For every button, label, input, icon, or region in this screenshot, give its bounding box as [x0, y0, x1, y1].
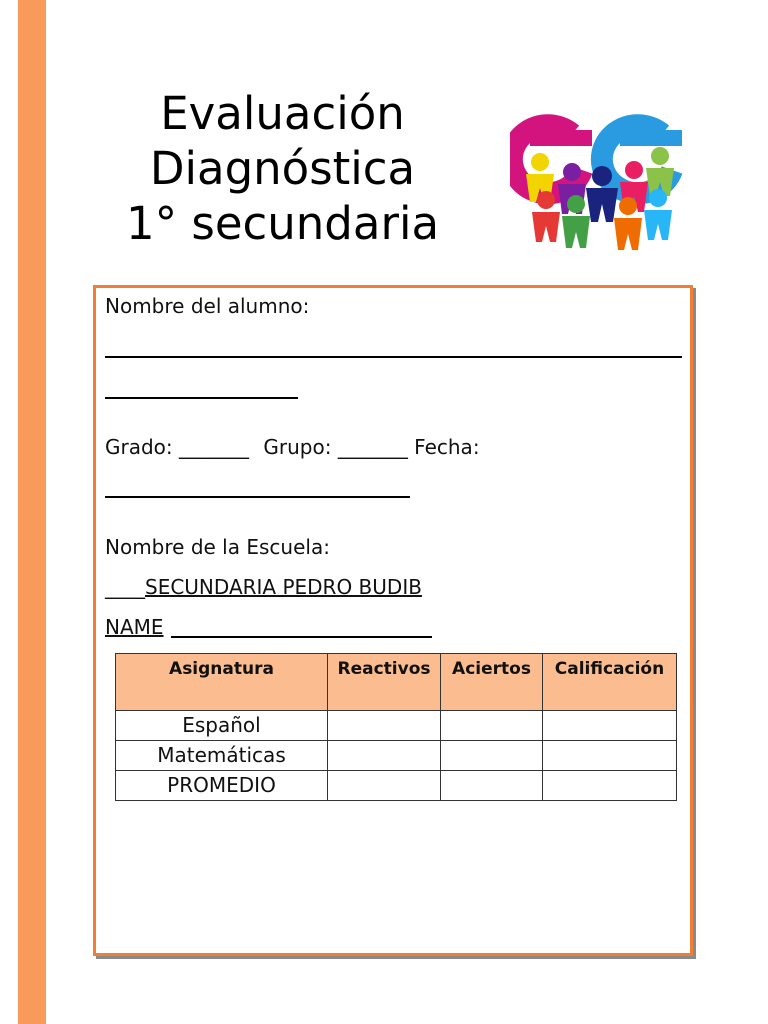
subject-cell: Español: [116, 711, 328, 741]
school-label: Nombre de la Escuela:: [105, 535, 330, 559]
reactivos-cell[interactable]: [328, 711, 441, 741]
date-label: Fecha:: [414, 435, 480, 459]
table-row: [116, 741, 677, 771]
calificacion-cell[interactable]: [543, 741, 677, 771]
group-blank[interactable]: _______: [337, 435, 408, 459]
grade-row: [105, 435, 480, 459]
calificacion-cell[interactable]: [543, 711, 677, 741]
ee-people-logo-icon: [510, 90, 690, 260]
subject-cell: Matemáticas: [116, 741, 328, 771]
table-header-row: [116, 654, 677, 711]
student-form-box: [93, 285, 693, 956]
header-reactivos: Reactivos: [328, 654, 441, 711]
date-line[interactable]: [105, 496, 410, 498]
name-line[interactable]: [171, 636, 432, 638]
aciertos-cell[interactable]: [441, 771, 543, 801]
table-row: [116, 711, 677, 741]
grades-table: [115, 653, 677, 801]
table-row: [116, 771, 677, 801]
header-aciertos: Aciertos: [441, 654, 543, 711]
title-line-3: 1° secundaria: [125, 197, 440, 250]
name-label: NAME: [105, 615, 164, 639]
calificacion-cell[interactable]: [543, 771, 677, 801]
title-line-1: Evaluación: [160, 87, 405, 140]
school-value: SECUNDARIA PEDRO BUDIB: [145, 575, 422, 599]
header-asignatura: Asignatura: [116, 654, 328, 711]
school-row: [105, 575, 422, 599]
reactivos-cell[interactable]: [328, 741, 441, 771]
page-title: [100, 86, 465, 251]
student-name-label: Nombre del alumno:: [105, 294, 310, 318]
group-label: Grupo:: [263, 435, 332, 459]
reactivos-cell[interactable]: [328, 771, 441, 801]
school-prefix-blank: ____: [105, 575, 145, 599]
grade-blank[interactable]: _______: [179, 435, 250, 459]
subject-cell: PROMEDIO: [116, 771, 328, 801]
title-line-2: Diagnóstica: [149, 142, 416, 195]
header-calificacion: Calificación: [543, 654, 677, 711]
student-name-line-1[interactable]: [105, 356, 682, 358]
student-name-line-2[interactable]: [105, 397, 298, 399]
aciertos-cell[interactable]: [441, 741, 543, 771]
grade-label: Grado:: [105, 435, 173, 459]
orange-side-bar: [18, 0, 46, 1024]
aciertos-cell[interactable]: [441, 711, 543, 741]
